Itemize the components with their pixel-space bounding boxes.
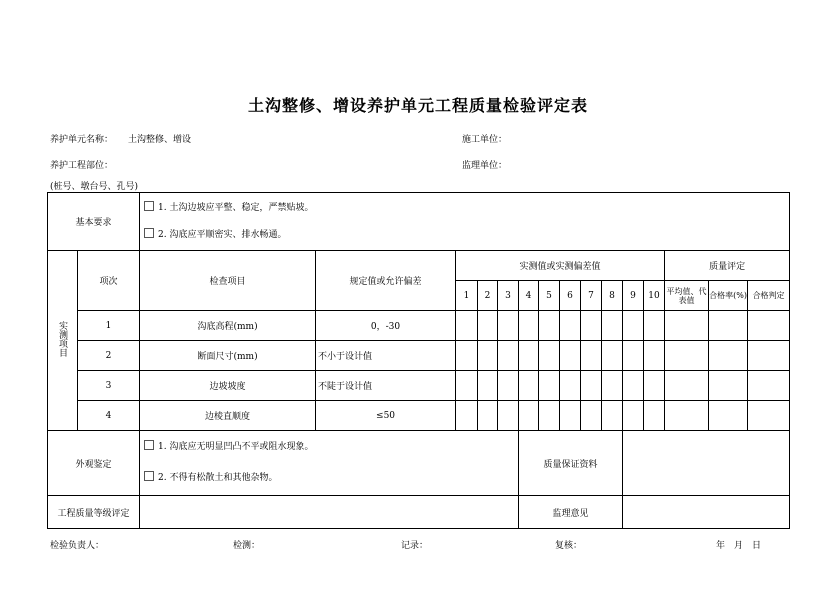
value-col-8: 8: [602, 281, 623, 311]
col-values: 实测值或实测偏差值: [456, 251, 665, 281]
value-cell[interactable]: [478, 401, 498, 431]
value-cell[interactable]: [581, 341, 602, 371]
row-item: 沟底高程(mm): [140, 311, 316, 341]
value-cell[interactable]: [539, 311, 560, 341]
value-cell[interactable]: [560, 311, 581, 341]
value-col-7: 7: [581, 281, 602, 311]
row-spec: 不陡于设计值: [316, 371, 456, 401]
row-seq: 3: [78, 371, 140, 401]
value-cell[interactable]: [644, 311, 665, 341]
value-cell[interactable]: [602, 401, 623, 431]
supervision-label: 监理意见: [519, 496, 623, 529]
judge-cell[interactable]: [748, 371, 790, 401]
value-cell[interactable]: [560, 341, 581, 371]
rate-cell[interactable]: [709, 311, 748, 341]
row-seq: 2: [78, 341, 140, 371]
value-cell[interactable]: [623, 401, 644, 431]
record-label: 记录：: [401, 541, 429, 551]
avg-cell[interactable]: [665, 341, 709, 371]
value-cell[interactable]: [456, 341, 478, 371]
basic-req-2: 2. 沟底应平顺密实、排水畅通。: [144, 228, 789, 243]
col-seq: 项次: [78, 251, 140, 311]
table-row: [48, 311, 790, 341]
unit-name-label: 养护单元名称：: [50, 135, 114, 145]
qa-value[interactable]: [623, 431, 790, 496]
row-item: 边坡坡度: [140, 371, 316, 401]
value-cell[interactable]: [519, 401, 539, 431]
measure-section-label: 实测项目: [48, 251, 78, 431]
review-label: 复核：: [555, 541, 583, 551]
value-cell[interactable]: [498, 401, 519, 431]
col-item: 检查项目: [140, 251, 316, 311]
pile-note: (桩号、墩台号、孔号): [50, 182, 139, 192]
date-label: 年 月 日: [716, 541, 762, 551]
table-row: [48, 341, 790, 371]
value-cell[interactable]: [602, 341, 623, 371]
col-spec: 规定值或允许偏差: [316, 251, 456, 311]
basic-requirements: [140, 193, 790, 251]
appearance-items: [140, 431, 519, 496]
value-cell[interactable]: [478, 371, 498, 401]
value-cell[interactable]: [456, 401, 478, 431]
value-cell[interactable]: [498, 311, 519, 341]
value-cell[interactable]: [602, 371, 623, 401]
row-spec: 不小于设计值: [316, 341, 456, 371]
basic-req-1: 1. 土沟边坡应平整、稳定，严禁贴坡。: [144, 201, 789, 216]
table-row: [48, 401, 790, 431]
table-row: [48, 371, 790, 401]
value-col-4: 4: [519, 281, 539, 311]
rate-cell[interactable]: [709, 341, 748, 371]
row-spec: ≤50: [316, 401, 456, 431]
judge-cell[interactable]: [748, 401, 790, 431]
appearance-label: 外观鉴定: [48, 431, 140, 496]
avg-cell[interactable]: [665, 311, 709, 341]
qa-label: 质量保证资料: [519, 431, 623, 496]
value-cell[interactable]: [519, 341, 539, 371]
grade-label: 工程质量等级评定: [48, 496, 140, 529]
value-cell[interactable]: [456, 371, 478, 401]
value-col-5: 5: [539, 281, 560, 311]
checkbox-icon[interactable]: [144, 201, 154, 211]
constructor-label: 施工单位：: [462, 135, 508, 145]
supervisor-label: 监理单位：: [462, 161, 508, 171]
value-cell[interactable]: [644, 371, 665, 401]
row-item: 断面尺寸(mm): [140, 341, 316, 371]
appearance-item-1: 1. 沟底应无明显凹凸不平或阻水现象。: [144, 440, 518, 455]
row-item: 边棱直顺度: [140, 401, 316, 431]
value-cell[interactable]: [519, 311, 539, 341]
value-cell[interactable]: [581, 401, 602, 431]
col-rate: 合格率(%): [709, 281, 748, 311]
test-label: 检测：: [233, 541, 261, 551]
value-cell[interactable]: [539, 401, 560, 431]
value-cell[interactable]: [498, 371, 519, 401]
row-spec: 0，-30: [316, 311, 456, 341]
unit-name-value: 土沟整修、增设: [128, 135, 192, 145]
value-cell[interactable]: [539, 371, 560, 401]
value-col-2: 2: [478, 281, 498, 311]
value-col-1: 1: [456, 281, 478, 311]
col-avg: 平均值、代表值: [665, 281, 709, 311]
value-col-3: 3: [498, 281, 519, 311]
page-title: 土沟整修、增设养护单元工程质量检验评定表: [247, 96, 588, 115]
basic-requirements-label: 基本要求: [48, 193, 140, 251]
value-cell[interactable]: [581, 371, 602, 401]
value-cell[interactable]: [560, 401, 581, 431]
rate-cell[interactable]: [709, 371, 748, 401]
value-cell[interactable]: [560, 371, 581, 401]
value-col-10: 10: [644, 281, 665, 311]
value-cell[interactable]: [539, 341, 560, 371]
checkbox-icon[interactable]: [144, 228, 154, 238]
checkbox-icon[interactable]: [144, 440, 154, 450]
value-col-9: 9: [623, 281, 644, 311]
value-cell[interactable]: [478, 341, 498, 371]
col-quality: 质量评定: [665, 251, 790, 281]
appearance-item-2: 2. 不得有松散土和其他杂物。: [144, 471, 518, 486]
judge-cell[interactable]: [748, 341, 790, 371]
row-seq: 1: [78, 311, 140, 341]
avg-cell[interactable]: [665, 371, 709, 401]
col-judge: 合格判定: [748, 281, 790, 311]
inspector-label: 检验负责人：: [50, 541, 105, 551]
value-cell[interactable]: [623, 311, 644, 341]
location-label: 养护工程部位：: [50, 161, 114, 171]
value-cell[interactable]: [623, 341, 644, 371]
value-cell[interactable]: [644, 401, 665, 431]
avg-cell[interactable]: [665, 401, 709, 431]
value-cell[interactable]: [602, 311, 623, 341]
value-cell[interactable]: [644, 341, 665, 371]
rate-cell[interactable]: [709, 401, 748, 431]
judge-cell[interactable]: [748, 311, 790, 341]
row-seq: 4: [78, 401, 140, 431]
checkbox-icon[interactable]: [144, 471, 154, 481]
value-cell[interactable]: [519, 371, 539, 401]
inspection-table: [47, 192, 790, 529]
grade-value[interactable]: [140, 496, 519, 529]
value-cell[interactable]: [623, 371, 644, 401]
value-cell[interactable]: [478, 311, 498, 341]
value-cell[interactable]: [581, 311, 602, 341]
value-cell[interactable]: [456, 311, 478, 341]
supervision-value[interactable]: [623, 496, 790, 529]
value-col-6: 6: [560, 281, 581, 311]
value-cell[interactable]: [498, 341, 519, 371]
